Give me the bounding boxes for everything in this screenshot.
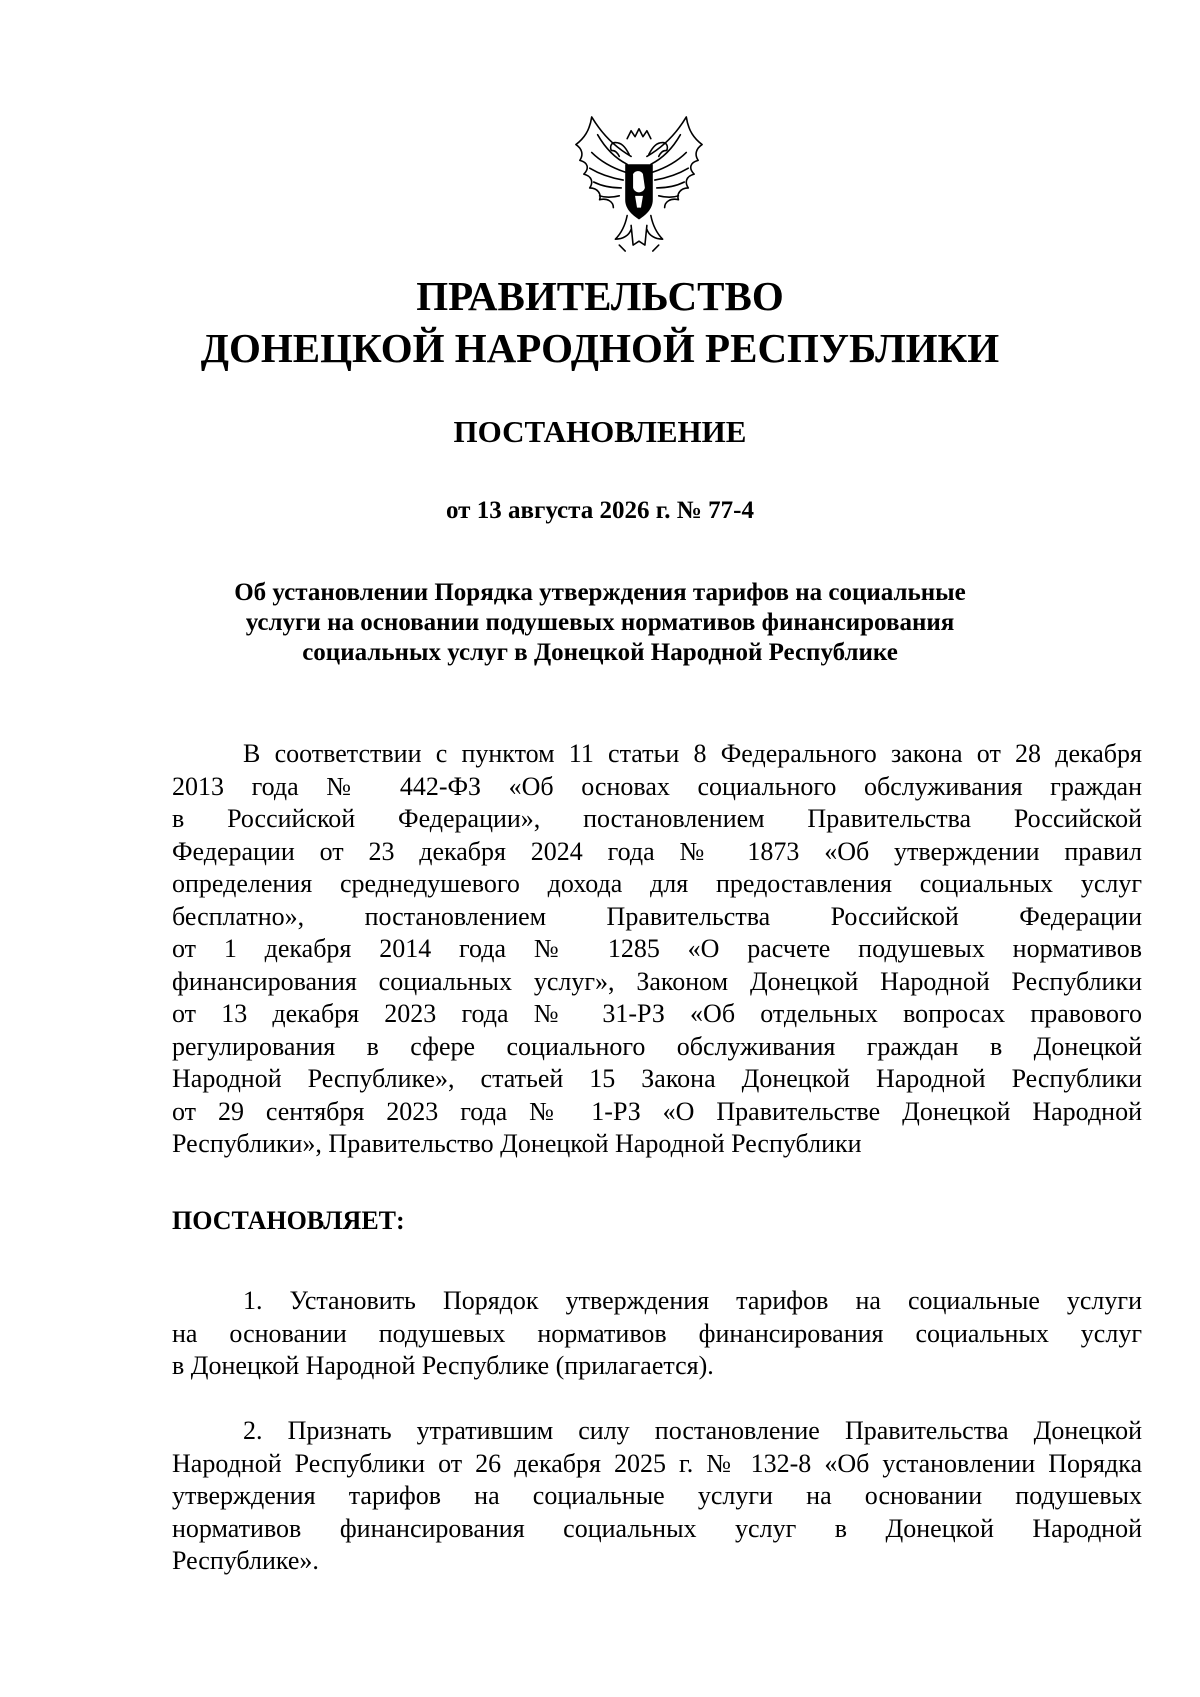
preamble-line: финансирования социальных услуг», Законом Донецкой Народной Республики bbox=[172, 966, 1142, 996]
preamble-line: Народной Республике», статьей 15 Закона Донецкой Народной Республики bbox=[172, 1064, 1142, 1093]
document-subject bbox=[0, 578, 1200, 668]
clause-line: в Донецкой Народной Республике (прилагается). bbox=[172, 1351, 714, 1380]
clause-line: нормативов финансирования социальных услуг в Донецкой Народной bbox=[172, 1513, 1142, 1543]
government-title-line2: ДОНЕЦКОЙ НАРОДНОЙ РЕСПУБЛИКИ bbox=[200, 325, 1000, 371]
double-headed-eagle-emblem-icon bbox=[570, 108, 708, 258]
preamble-line: Федерации от 23 декабря 2024 года № 1873 «Об утверждении правил bbox=[172, 836, 1142, 866]
clause-line: 1. Установить Порядок утверждения тарифов на социальные услуги bbox=[243, 1286, 1142, 1315]
preamble-line: В соответствии с пунктом 11 статьи 8 Федерального закона от 28 декабря bbox=[243, 739, 1142, 768]
clause-line: на основании подушевых нормативов финансирования социальных услуг bbox=[172, 1318, 1142, 1348]
subject-line: услуги на основании подушевых нормативов финансирования bbox=[245, 609, 955, 636]
preamble-line: 2013 года № 442-ФЗ «Об основах социального обслуживания граждан bbox=[172, 771, 1142, 801]
clause-line: утверждения тарифов на социальные услуги на основании подушевых bbox=[172, 1481, 1142, 1510]
preamble-line: Республики», Правительство Донецкой Народной Республики bbox=[172, 1129, 862, 1158]
preamble-line: от 1 декабря 2014 года № 1285 «О расчете подушевых нормативов bbox=[172, 934, 1142, 963]
preamble-line: бесплатно», постановлением Правительства Российской Федерации bbox=[172, 901, 1142, 931]
clause-1 bbox=[172, 1285, 1142, 1383]
clause-line: Народной Республики от 26 декабря 2025 г. № 132-8 «Об установлении Порядка bbox=[172, 1448, 1142, 1478]
document-type: ПОСТАНОВЛЕНИЕ bbox=[453, 414, 747, 449]
clause-line: Республике». bbox=[172, 1546, 319, 1575]
preamble-paragraph bbox=[172, 738, 1142, 1161]
preamble-line: регулирования в сфере социального обслуживания граждан в Донецкой bbox=[172, 1031, 1142, 1061]
document-date-number: от 13 августа 2026 г. № 77-4 bbox=[446, 497, 754, 524]
subject-line: социальных услуг в Донецкой Народной Республике bbox=[302, 639, 898, 666]
preamble-line: в Российской Федерации», постановлением Правительства Российской bbox=[172, 804, 1142, 833]
clause-line: 2. Признать утратившим силу постановление Правительства Донецкой bbox=[243, 1416, 1142, 1445]
government-title bbox=[0, 270, 1200, 374]
decree-word: ПОСТАНОВЛЯЕТ: bbox=[172, 1206, 405, 1235]
clause-2 bbox=[172, 1415, 1142, 1578]
preamble-line: от 13 декабря 2023 года № 31-РЗ «Об отдельных вопросах правового bbox=[172, 999, 1142, 1028]
preamble-line: от 29 сентября 2023 года № 1-РЗ «О Правительстве Донецкой Народной bbox=[172, 1096, 1142, 1126]
preamble-line: определения среднедушевого дохода для предоставления социальных услуг bbox=[172, 869, 1142, 898]
government-title-line1: ПРАВИТЕЛЬСТВО bbox=[416, 273, 784, 319]
subject-line: Об установлении Порядка утверждения тарифов на социальные bbox=[234, 579, 966, 606]
